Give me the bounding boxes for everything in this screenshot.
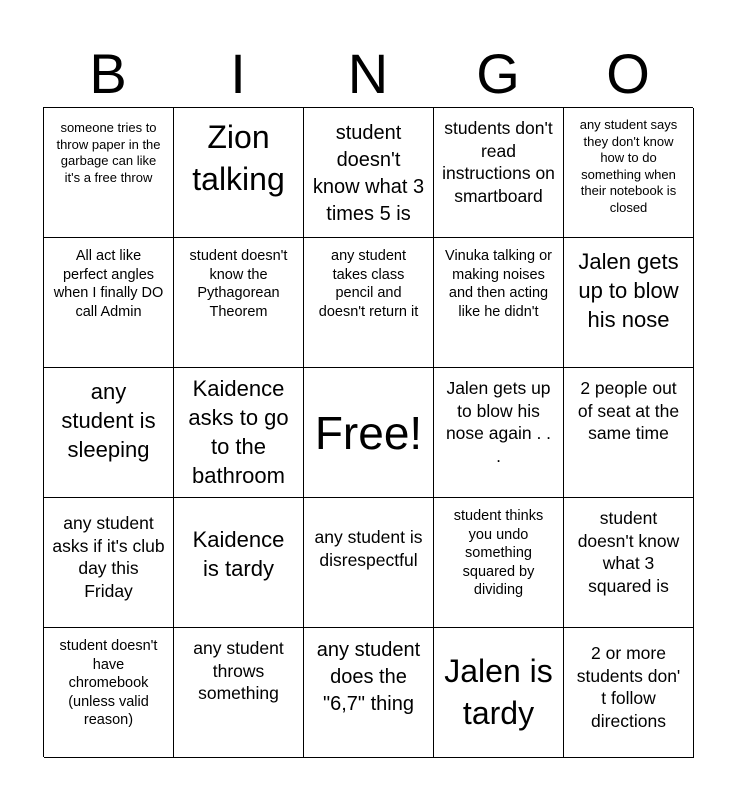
bingo-cell[interactable] <box>44 498 174 628</box>
cell-text: any student does the "6,7" thing <box>316 639 421 715</box>
bingo-cell[interactable] <box>304 498 434 628</box>
bingo-cell[interactable] <box>44 368 174 498</box>
cell-text: 2 or more students don' t follow directions <box>576 643 681 731</box>
bingo-cell[interactable] <box>44 628 174 758</box>
cell-text: any student is disrespectful <box>314 527 423 570</box>
bingo-cell[interactable] <box>564 238 694 368</box>
bingo-cell[interactable] <box>434 498 564 628</box>
header-letter-o: O <box>606 42 650 105</box>
free-space[interactable] <box>304 368 434 498</box>
bingo-cell[interactable] <box>304 628 434 758</box>
cell-text: Jalen gets up to blow his nose again . . . <box>445 378 552 466</box>
cell-text: Free! <box>314 406 423 459</box>
cell-text: student thinks you undo something squared by dividing <box>453 508 544 598</box>
bingo-cell[interactable] <box>174 238 304 368</box>
cell-text: Jalen is tardy <box>444 653 553 731</box>
header-letter-g: G <box>476 42 520 105</box>
cell-text: Vinuka talking or making noises and then acting like he didn't <box>445 248 552 320</box>
bingo-grid <box>43 107 693 757</box>
cell-text: any student takes class pencil and doesn't return it <box>318 248 419 320</box>
cell-text: students don't read instructions on smartboard <box>442 118 555 206</box>
bingo-header <box>43 42 693 106</box>
cell-text: student doesn't have chromebook (unless valid reason) <box>59 638 158 728</box>
bingo-cell[interactable] <box>304 108 434 238</box>
header-letter-i: I <box>230 42 246 105</box>
bingo-cell[interactable] <box>434 628 564 758</box>
bingo-cell[interactable] <box>44 238 174 368</box>
cell-text: any student says they don't know how to do something when their notebook is closed <box>579 117 678 215</box>
bingo-cell[interactable] <box>304 238 434 368</box>
cell-text: All act like perfect angles when I finally DO call Admin <box>53 248 164 320</box>
cell-text: any student is sleeping <box>61 379 156 462</box>
cell-text: Kaidence is tardy <box>192 527 285 581</box>
bingo-cell[interactable] <box>44 108 174 238</box>
cell-text: any student throws something <box>193 638 284 703</box>
bingo-cell[interactable] <box>174 108 304 238</box>
cell-text: Kaidence asks to go to the bathroom <box>188 376 289 488</box>
cell-text: student doesn't know what 3 squared is <box>577 508 680 596</box>
bingo-cell[interactable] <box>564 108 694 238</box>
bingo-cell[interactable] <box>564 498 694 628</box>
bingo-cell[interactable] <box>434 238 564 368</box>
cell-text: Jalen gets up to blow his nose <box>578 249 679 332</box>
bingo-cell[interactable] <box>174 628 304 758</box>
cell-text: student doesn't know the Pythagorean Theorem <box>189 248 288 320</box>
bingo-cell[interactable] <box>564 628 694 758</box>
bingo-cell[interactable] <box>174 368 304 498</box>
cell-text: someone tries to throw paper in the garbage can like it's a free throw <box>56 120 161 185</box>
bingo-cell[interactable] <box>174 498 304 628</box>
bingo-cell[interactable] <box>434 368 564 498</box>
cell-text: any student asks if it's club day this Friday <box>52 513 165 601</box>
header-letter-n: N <box>347 42 389 105</box>
bingo-cell[interactable] <box>434 108 564 238</box>
header-letter-b: B <box>89 42 127 105</box>
cell-text: Zion talking <box>192 119 285 197</box>
bingo-cell[interactable] <box>564 368 694 498</box>
cell-text: 2 people out of seat at the same time <box>577 378 680 443</box>
cell-text: student doesn't know what 3 times 5 is <box>312 122 425 225</box>
